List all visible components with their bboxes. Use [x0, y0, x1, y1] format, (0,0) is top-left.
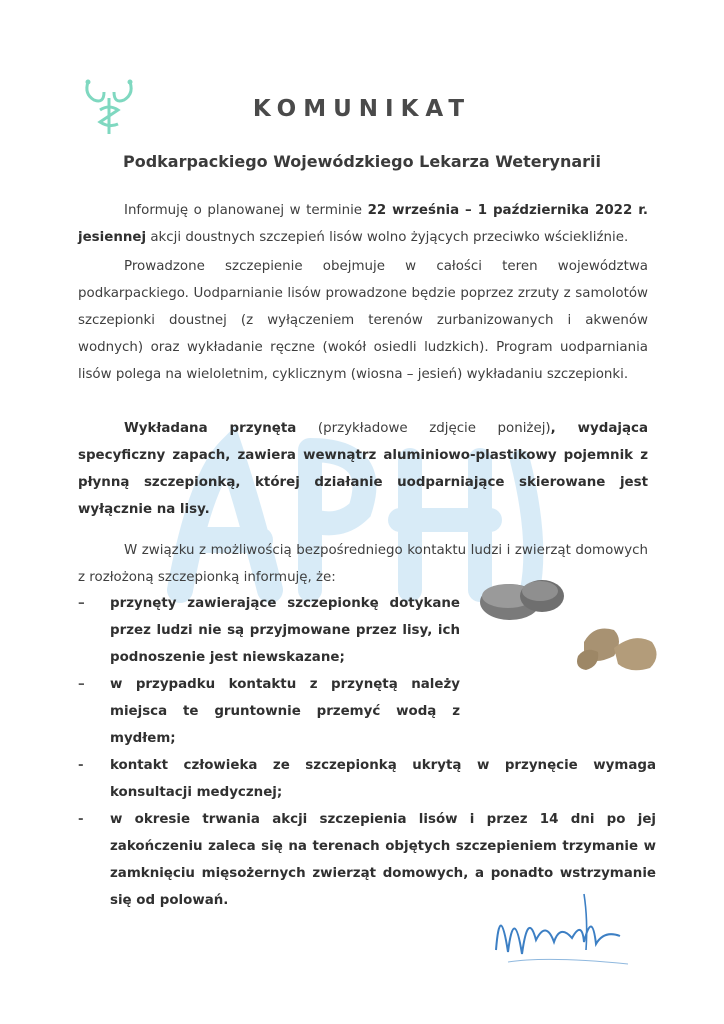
list-item-text: w przypadku kontaktu z przynętą należy miejsca te gruntownie przemyć wodą z mydłem; — [110, 677, 460, 746]
list-dash: – — [78, 596, 85, 611]
paragraph-contact-text: W związku z możliwością bezpośredniego kontaktu ludzi i zwierząt domowych z rozłożoną szczepionką informuję, że: — [78, 543, 648, 585]
bait-photo — [474, 572, 670, 676]
list-item — [78, 671, 656, 752]
bait-photo-note: (przykładowe zdjęcie poniżej) — [296, 421, 551, 436]
bait-description: , wydająca specyficzny zapach, zawiera wewnątrz aluminiowo-plastikowy pojemnik z płynną szczepionką, której działanie uodparniające skierowane jest wyłącznie na lisy. — [78, 421, 648, 517]
paragraph-scope-text: Prowadzone szczepienie obejmuje w całości teren województwa podkarpackiego. Uodparnianie lisów prowadzone będzie poprzez zrzuty z samolotów szczepionki doustnej (z wyłączeniem terenów zurbanizowanych i akwenów wodnych) oraz wykładanie ręczne (wokół osiedli ludzkich). Program uodparniania lisów polega na wieloletnim, cyklicznym (wiosna – jesień) wykładaniu szczepionki. — [78, 259, 648, 382]
list-item-text: w okresie trwania akcji szczepienia lisów i przez 14 dni po jej zakończeniu zaleca się na terenach objętych szczepieniem trzymanie w zamknięciu mięsożernych zwierząt domowych, a ponadto wstrzymanie się od polowań. — [110, 812, 656, 908]
paragraph-bait — [78, 415, 648, 523]
document-title: KOMUNIKAT — [252, 96, 472, 122]
campaign-dates: 22 września – 1 października 2022 r. jesiennej — [78, 203, 648, 245]
bait-heading: Wykładana przynęta — [124, 421, 297, 436]
list-dash: - — [78, 812, 84, 827]
handwritten-signature — [488, 880, 638, 975]
paragraph-scope — [78, 253, 648, 388]
list-item-text: przynęty zawierające szczepionkę dotykane przez ludzi nie są przyjmowane przez lisy, ich podnoszenie jest niewskazane; — [110, 596, 460, 665]
paragraph-dates-text: Informuję o planowanej w terminie — [124, 203, 368, 218]
document-subtitle: Podkarpackiego Wojewódzkiego Lekarza Weterynarii — [122, 152, 601, 171]
paragraph-dates — [78, 197, 648, 251]
list-item-text: kontakt człowieka ze szczepionką ukrytą w przynęcie wymaga konsultacji medycznej; — [110, 758, 656, 800]
paragraph-dates-tail: akcji doustnych szczepień lisów wolno żyjących przeciwko wściekliźnie. — [146, 230, 629, 245]
list-dash: - — [78, 758, 84, 773]
list-item — [78, 752, 656, 806]
list-dash: – — [78, 677, 85, 692]
